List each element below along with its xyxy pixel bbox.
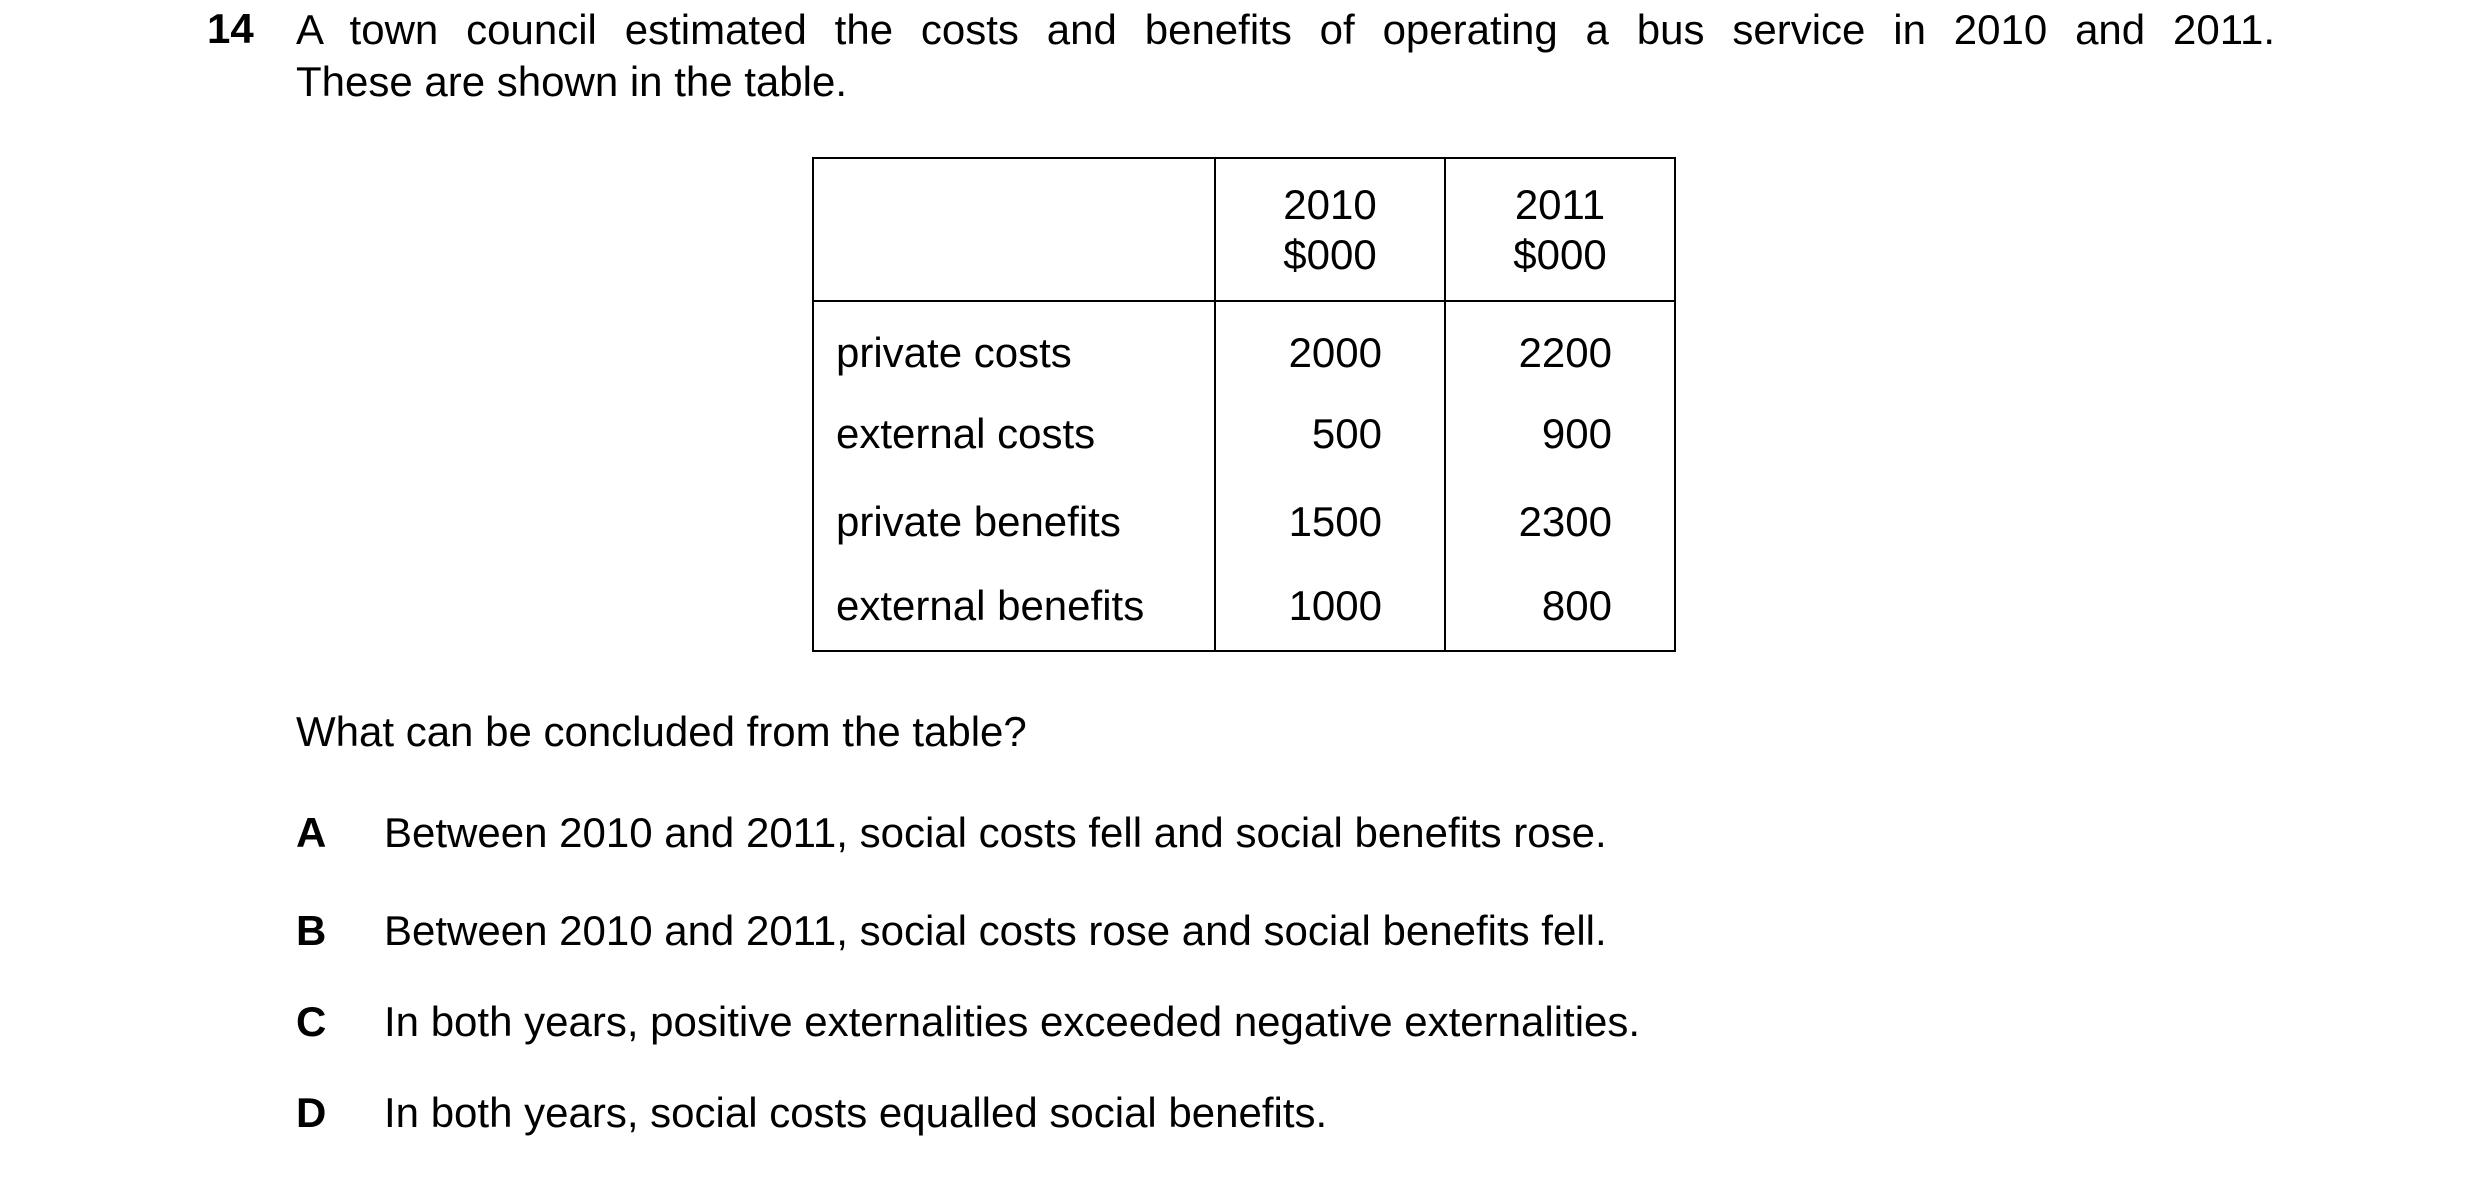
table-row — [813, 301, 1675, 390]
row-label: external costs — [813, 390, 1215, 478]
value-2010: 1500 — [1215, 478, 1445, 566]
stem-line-1: A town council estimated the costs and benefits of operating a bus service in 2010 and 2011. — [296, 6, 2275, 53]
option-letter: B — [296, 907, 327, 954]
value-2010: 2000 — [1215, 301, 1445, 390]
row-label: private costs — [813, 301, 1215, 390]
stem-line-2: These are shown in the table. — [296, 58, 848, 105]
value-2011: 2300 — [1445, 478, 1675, 566]
question-prompt: What can be concluded from the table? — [296, 708, 1027, 755]
header-cell-empty — [813, 158, 1215, 301]
option-letter: C — [296, 998, 327, 1045]
table-row — [813, 390, 1675, 478]
header-year: 2011 — [1514, 180, 1606, 228]
value-2010: 500 — [1215, 390, 1445, 478]
cost-benefit-table — [812, 157, 1676, 652]
header-unit: $000 — [1513, 230, 1607, 278]
table-header-row — [813, 158, 1675, 301]
row-label: external benefits — [813, 566, 1215, 651]
option-text: In both years, social costs equalled social benefits. — [384, 1089, 1328, 1136]
option-d[interactable] — [296, 1088, 1327, 1138]
table-row — [813, 566, 1675, 651]
header-cell-2010 — [1215, 158, 1445, 301]
row-label: private benefits — [813, 478, 1215, 566]
option-text: Between 2010 and 2011, social costs fell and social benefits rose. — [384, 809, 1607, 856]
value-2011: 2200 — [1445, 301, 1675, 390]
option-letter: D — [296, 1089, 327, 1136]
header-cell-2011 — [1445, 158, 1675, 301]
header-unit: $000 — [1283, 230, 1377, 278]
table-row — [813, 478, 1675, 566]
option-text: Between 2010 and 2011, social costs rose and social benefits fell. — [384, 907, 1607, 954]
option-text: In both years, positive externalities exceeded negative externalities. — [384, 998, 1641, 1045]
option-c[interactable] — [296, 997, 1640, 1047]
option-b[interactable] — [296, 906, 1607, 956]
value-2011: 900 — [1445, 390, 1675, 478]
option-a[interactable] — [296, 808, 1607, 858]
value-2010: 1000 — [1215, 566, 1445, 651]
question-number: 14 — [207, 5, 254, 52]
option-letter: A — [296, 809, 327, 856]
header-year: 2010 — [1283, 180, 1377, 228]
question-stem — [296, 4, 2296, 108]
value-2011: 800 — [1445, 566, 1675, 651]
